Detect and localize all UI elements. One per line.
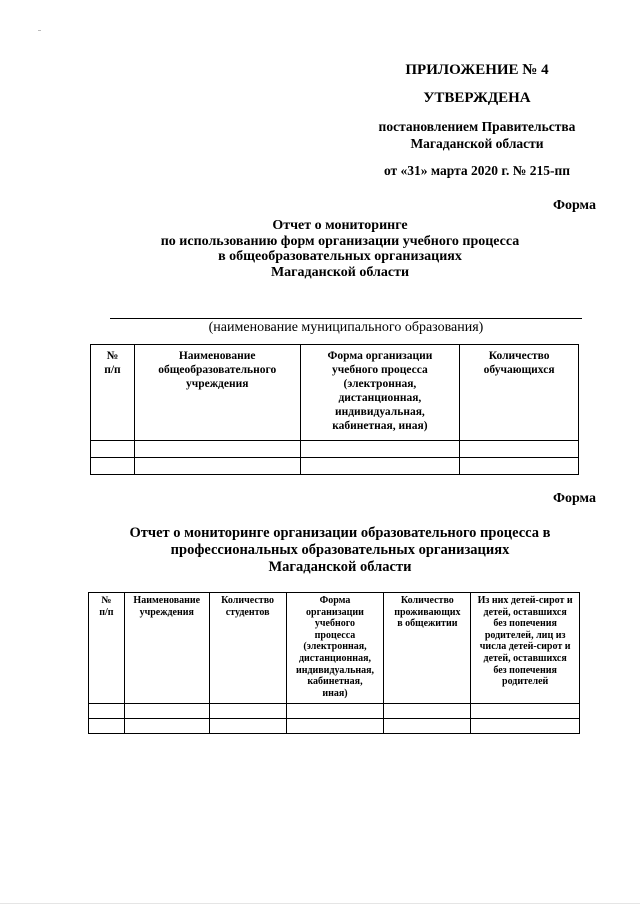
header-text: учебного процесса [332,364,428,376]
header-cell-students [209,593,286,704]
scan-edge [0,903,640,904]
header-text: учреждения [139,606,194,618]
decree-line-2: Магаданской области [410,136,544,151]
municipality-caption: (наименование муниципального образования) [208,320,484,335]
table-cell[interactable] [209,704,286,719]
header-text: без попечения [493,664,557,676]
municipality-fill-line [110,318,582,319]
header-text: (электронная, [303,641,367,653]
table-cell[interactable] [124,719,209,734]
table-header-row [89,593,580,704]
header-text: обучающихся [483,364,555,376]
table-cell[interactable] [209,719,286,734]
form2-title-line: Отчет о мониторинге организации образовательного процесса в [129,525,551,541]
header-text: в общежитии [397,618,458,630]
table-cell[interactable] [460,441,579,458]
header-text: родителей, лиц из [484,629,566,641]
table-cell[interactable] [91,458,135,475]
table-cell[interactable] [89,719,125,734]
table-row [91,458,579,475]
header-cell-institution [124,593,209,704]
form2-title-line: Магаданской области [268,559,412,575]
header-text: Из них детей-сирот и [477,595,573,606]
form1-table [90,344,579,475]
header-cell-number [91,345,135,441]
header-text: детей, оставшихся [483,606,567,618]
header-text: учреждения [185,378,249,390]
header-text: п/п [104,364,121,376]
form1-title-line: Отчет о мониторинге [272,218,408,233]
header-text: кабинетная, [307,676,363,688]
header-text: детей, оставшихся [483,652,567,664]
header-text: дистанционная, [338,392,422,404]
header-text: проживающих [394,606,461,618]
header-text: Наименование [133,595,201,606]
header-text: числа детей-сирот и [479,641,571,653]
header-text: (электронная, [343,378,417,390]
table-cell[interactable] [286,719,384,734]
table-cell[interactable] [471,719,580,734]
header-text: № [106,350,119,362]
table-header-row [91,345,579,441]
table-cell[interactable] [384,704,471,719]
table-row [89,719,580,734]
table-row [91,441,579,458]
table-cell[interactable] [384,719,471,734]
header-text: кабинетная, иная) [332,420,428,432]
form1-label: Форма [552,198,596,213]
form2-table [88,592,580,734]
header-text: индивидуальная, [334,406,425,418]
decree-reference [352,118,602,152]
decree-line-1: постановлением Правительства [378,119,576,134]
table-cell[interactable] [286,704,384,719]
header-text: п/п [99,606,114,618]
form2-label: Форма [552,491,596,506]
header-text: Форма [319,595,351,606]
header-text: родителей [502,676,549,688]
table-row [89,704,580,719]
form1-title [60,218,620,280]
header-cell-number [89,593,125,704]
header-text: Количество [488,350,550,362]
table-cell[interactable] [460,458,579,475]
header-text: Количество [400,595,454,606]
header-text: без попечения [493,618,557,630]
header-text: Наименование [178,350,256,362]
header-cell-count [460,345,579,441]
header-cell-institution [134,345,300,441]
form2-title-line: профессиональных образовательных организациях [170,542,510,558]
header-text: иная) [322,687,348,699]
table-cell[interactable] [124,704,209,719]
header-text: организации [306,606,364,618]
header-text: Количество [221,595,275,606]
header-text: Форма организации [327,350,433,362]
table-cell[interactable] [134,458,300,475]
table-cell[interactable] [91,441,135,458]
form1-title-line: в общеобразовательных организациях [218,249,462,264]
header-cell-form [300,345,460,441]
form2-title [60,525,620,576]
header-text: индивидуальная, [295,664,375,676]
scan-speck [38,30,41,31]
table-cell[interactable] [471,704,580,719]
header-text: студентов [225,606,270,618]
header-cell-orphans [471,593,580,704]
table-cell[interactable] [134,441,300,458]
header-cell-dormitory [384,593,471,704]
form1-title-line: Магаданской области [270,264,410,280]
approved-label: УТВЕРЖДЕНА [423,90,531,106]
form1-title-line: по использованию форм организации учебного процесса [160,233,520,249]
appendix-label: ПРИЛОЖЕНИЕ № 4 [405,62,549,78]
table-cell[interactable] [300,441,460,458]
header-cell-form [286,593,384,704]
header-text: общеобразовательного [158,364,277,376]
header-text: учебного [314,618,356,630]
table-cell[interactable] [89,704,125,719]
header-text: дистанционная, [298,652,371,664]
table-cell[interactable] [300,458,460,475]
header-text: № [101,595,112,606]
header-text: процесса [314,629,356,641]
decree-date: от «31» марта 2020 г. № 215-пп [383,163,571,178]
